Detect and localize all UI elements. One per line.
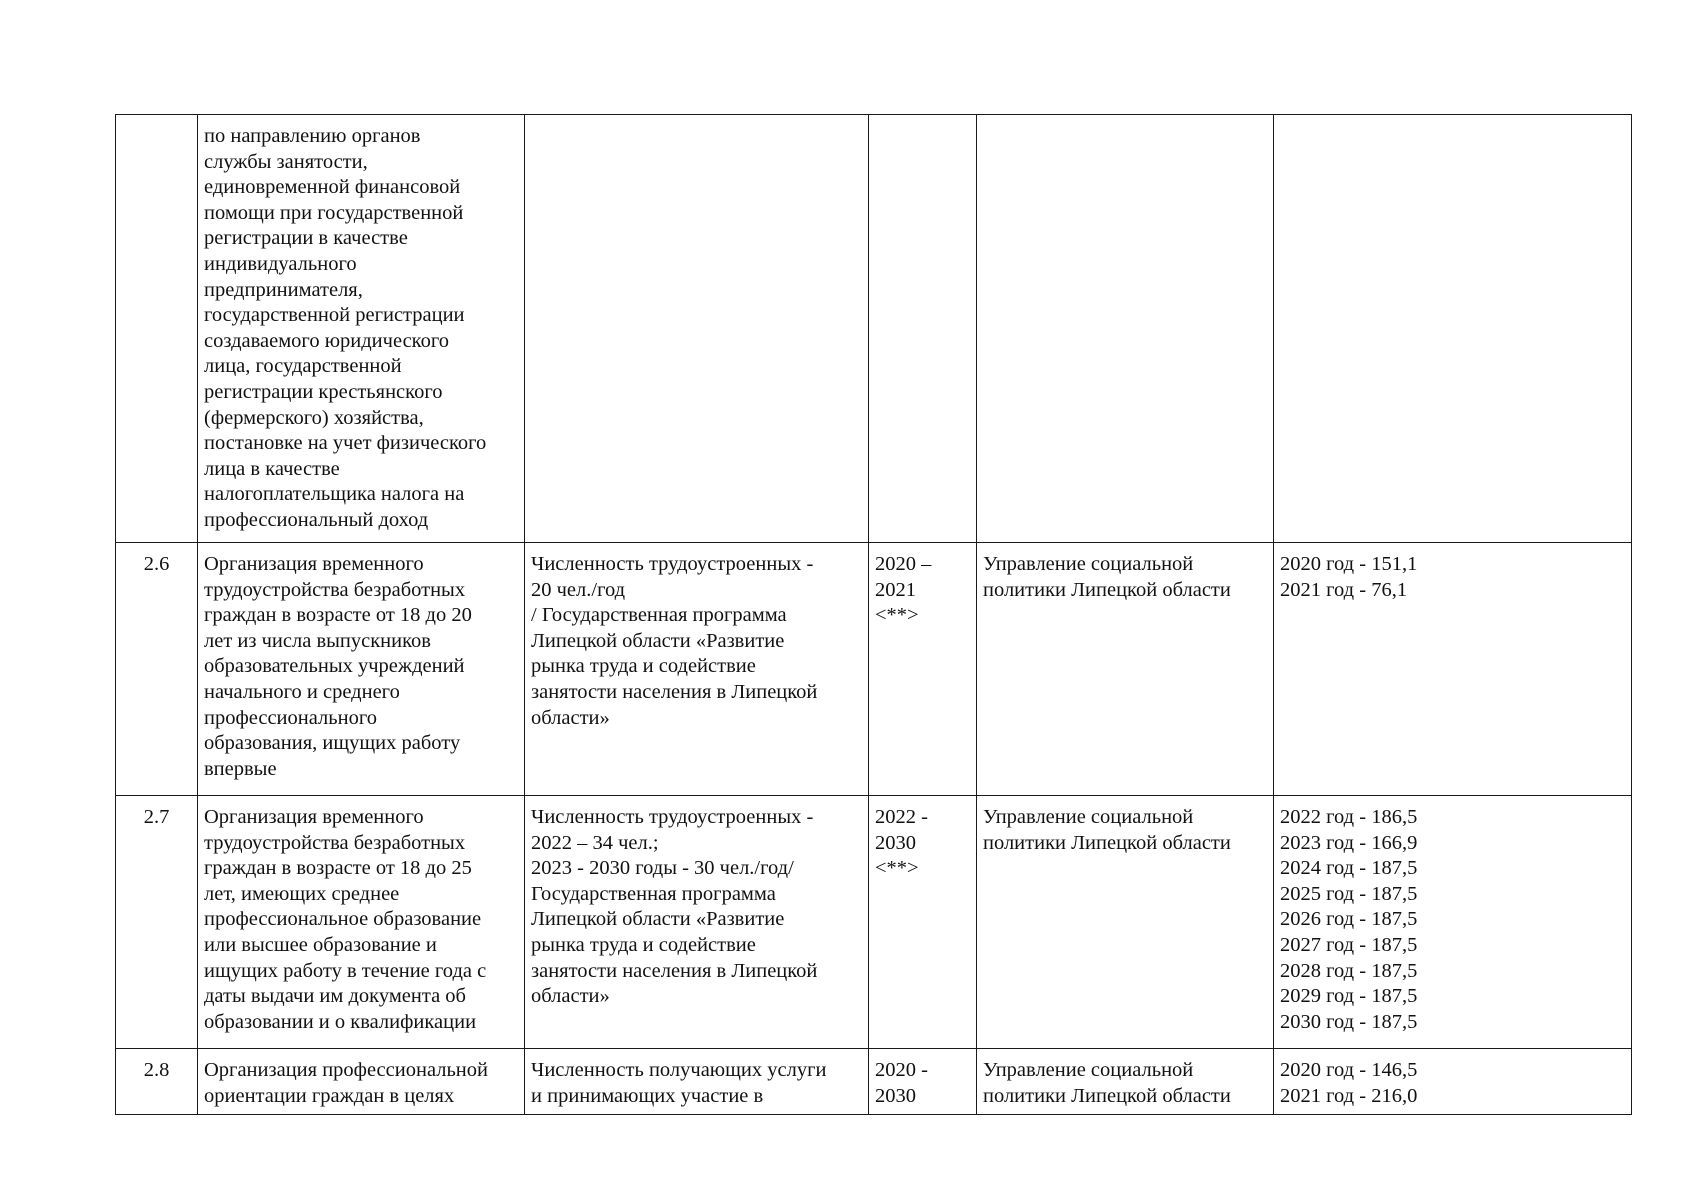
cell-funding-line: 2020 год - 146,5 [1280, 1059, 1418, 1081]
cell-number-text: 2.8 [143, 1059, 170, 1081]
cell-indicator-line: Численность трудоустроенных - [531, 553, 814, 575]
cell-funding [1274, 115, 1632, 543]
cell-period-line: 2030 [875, 1084, 916, 1107]
cell-indicator-line: рынка труда и содействие [531, 933, 756, 956]
cell-number [116, 796, 198, 1049]
cell-event-name [198, 1049, 525, 1115]
program-measures-table [115, 114, 1632, 1115]
cell-period-line: 2020 - [875, 1059, 928, 1081]
cell-funding [1274, 543, 1632, 796]
cell-event-name-line: Организация временного [204, 553, 424, 575]
cell-event-name-line: образования, ищущих работу [204, 732, 461, 755]
cell-period [869, 543, 977, 796]
cell-event-name [198, 543, 525, 796]
cell-executor-line: политики Липецкой области [983, 1084, 1231, 1107]
cell-event-name-line: Организация временного [204, 806, 424, 828]
cell-funding [1274, 1049, 1632, 1115]
cell-event-name-line: налогоплательщика налога на [204, 483, 465, 506]
cell-executor-line: Управление социальной [983, 806, 1194, 828]
cell-event-name-line: впервые [204, 757, 277, 780]
cell-indicator-line: Численность трудоустроенных - [531, 806, 814, 828]
cell-number [116, 543, 198, 796]
cell-funding-line: 2023 год - 166,9 [1280, 831, 1418, 854]
cell-funding-line: 2027 год - 187,5 [1280, 933, 1418, 956]
cell-event-name-line: лет, имеющих среднее [204, 882, 400, 905]
cell-event-name-line: (фермерского) хозяйства, [204, 406, 424, 429]
cell-executor-line: политики Липецкой области [983, 831, 1231, 854]
cell-event-name [198, 115, 525, 543]
cell-indicator [525, 1049, 869, 1115]
cell-funding-line: 2021 год - 216,0 [1280, 1084, 1418, 1107]
cell-funding-line: 2020 год - 151,1 [1280, 553, 1418, 575]
cell-period-line: 2020 – [875, 553, 932, 575]
cell-funding-line: 2030 год - 187,5 [1280, 1010, 1418, 1033]
cell-period-line: <**> [875, 857, 919, 880]
cell-event-name-line: граждан в возрасте от 18 до 20 [204, 604, 472, 627]
cell-event-name-line: постановке на учет физического [204, 432, 487, 455]
cell-event-name-line: помощи при государственной [204, 201, 464, 224]
cell-funding-line: 2029 год - 187,5 [1280, 985, 1418, 1008]
cell-event-name-line: профессиональное образование [204, 908, 482, 931]
cell-indicator-line: 2022 – 34 чел.; [531, 831, 659, 854]
cell-executor [977, 543, 1274, 796]
table-row-2-7 [116, 796, 1632, 1049]
cell-event-name-line: трудоустройства безработных [204, 831, 466, 854]
cell-event-name-line: регистрации крестьянского [204, 380, 443, 403]
cell-event-name-line: или высшее образование и [204, 933, 437, 956]
cell-period-line: 2030 [875, 831, 916, 854]
cell-funding-line: 2026 год - 187,5 [1280, 908, 1418, 931]
cell-event-name-line: государственной регистрации [204, 304, 465, 327]
cell-indicator [525, 796, 869, 1049]
cell-funding-line: 2028 год - 187,5 [1280, 959, 1418, 982]
cell-indicator-line: рынка труда и содействие [531, 655, 756, 678]
cell-period-line: <**> [875, 604, 919, 627]
cell-indicator-line: и принимающих участие в [531, 1084, 764, 1107]
cell-indicator-line: занятости населения в Липецкой [531, 680, 818, 703]
cell-event-name-line: лет из числа выпускников [204, 629, 431, 652]
cell-event-name-line: регистрации в качестве [204, 227, 408, 250]
cell-executor-line: Управление социальной [983, 553, 1194, 575]
table-body [116, 115, 1632, 1115]
cell-number [116, 115, 198, 543]
cell-event-name-line: профессионального [204, 706, 377, 729]
cell-funding-line: 2021 год - 76,1 [1280, 578, 1408, 601]
cell-funding [1274, 796, 1632, 1049]
cell-number-text: 2.6 [143, 553, 170, 575]
cell-period-line: 2021 [875, 578, 916, 601]
cell-indicator-line: Государственная программа [531, 882, 776, 905]
cell-number [116, 1049, 198, 1115]
table-row-2-6 [116, 543, 1632, 796]
cell-indicator-line: Численность получающих услуги [531, 1059, 827, 1081]
cell-indicator-line: / Государственная программа [531, 604, 787, 627]
cell-event-name-line: профессиональный доход [204, 508, 429, 531]
cell-indicator-line: 2023 - 2030 годы - 30 чел./год/ [531, 857, 794, 880]
cell-indicator [525, 543, 869, 796]
cell-event-name-line: трудоустройства безработных [204, 578, 466, 601]
cell-event-name-line: ориентации граждан в целях [204, 1084, 455, 1107]
cell-event-name-line: единовременной финансовой [204, 176, 461, 199]
cell-indicator-line: области» [531, 706, 610, 729]
cell-event-name-line: даты выдачи им документа об [204, 985, 466, 1008]
cell-event-name-line: индивидуального [204, 252, 357, 275]
table-row-2-8 [116, 1049, 1632, 1115]
cell-period [869, 796, 977, 1049]
cell-executor-line: Управление социальной [983, 1059, 1194, 1081]
cell-executor [977, 115, 1274, 543]
cell-event-name-line: службы занятости, [204, 150, 368, 173]
cell-indicator-line: области» [531, 985, 610, 1008]
cell-event-name [198, 796, 525, 1049]
cell-event-name-line: по направлению органов [204, 125, 421, 147]
cell-indicator-line: Липецкой области «Развитие [531, 629, 785, 652]
cell-indicator-line: Липецкой области «Развитие [531, 908, 785, 931]
cell-event-name-line: создаваемого юридического [204, 329, 449, 352]
cell-event-name-line: образовании и о квалификации [204, 1010, 477, 1033]
table-row-continued [116, 115, 1632, 543]
cell-executor [977, 1049, 1274, 1115]
cell-indicator-line: занятости населения в Липецкой [531, 959, 818, 982]
cell-event-name-line: ищущих работу в течение года с [204, 959, 487, 982]
cell-event-name-line: предпринимателя, [204, 278, 363, 301]
cell-event-name-line: Организация профессиональной [204, 1059, 488, 1081]
cell-number-text: 2.7 [143, 806, 170, 828]
cell-period [869, 1049, 977, 1115]
cell-indicator [525, 115, 869, 543]
cell-event-name-line: граждан в возрасте от 18 до 25 [204, 857, 472, 880]
cell-period [869, 115, 977, 543]
cell-funding-line: 2025 год - 187,5 [1280, 882, 1418, 905]
cell-event-name-line: образовательных учреждений [204, 655, 465, 678]
cell-event-name-line: лица, государственной [204, 355, 402, 378]
cell-funding-line: 2022 год - 186,5 [1280, 806, 1418, 828]
cell-indicator-line: 20 чел./год [531, 578, 626, 601]
cell-executor [977, 796, 1274, 1049]
cell-period-line: 2022 - [875, 806, 928, 828]
cell-executor-line: политики Липецкой области [983, 578, 1231, 601]
cell-funding-line: 2024 год - 187,5 [1280, 857, 1418, 880]
cell-event-name-line: лица в качестве [204, 457, 340, 480]
cell-event-name-line: начального и среднего [204, 680, 400, 703]
